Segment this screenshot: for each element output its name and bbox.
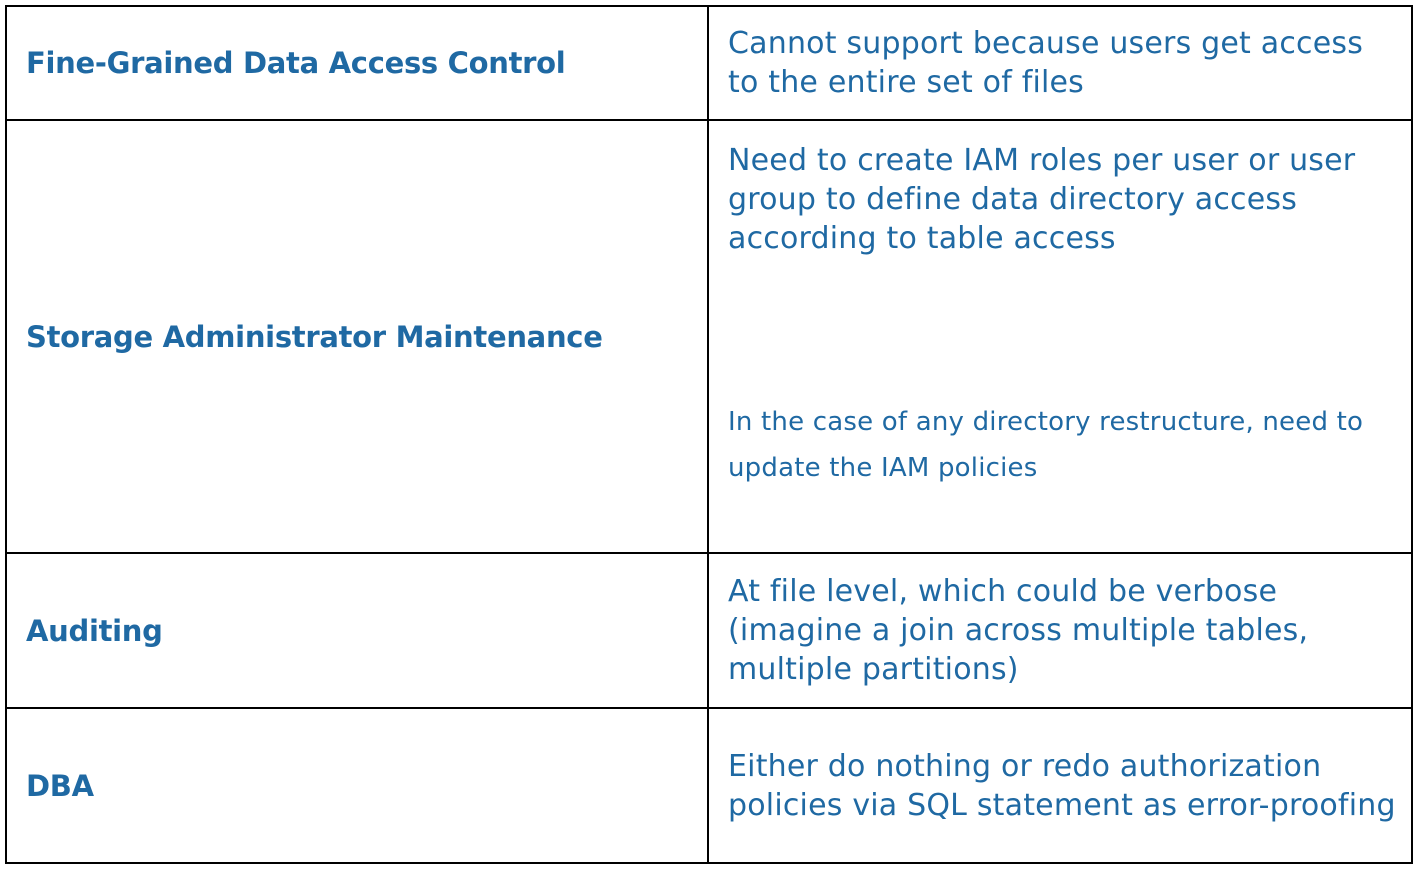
row-description: At file level, which could be verbose (imagine a join across multiple tables, multiple partitions) [728, 574, 1309, 687]
row-note: In the case of any directory restructure, need to update the IAM policies [728, 407, 1364, 483]
row-label: DBA [26, 768, 94, 803]
row-label: Storage Administrator Maintenance [26, 319, 603, 354]
comparison-table [5, 5, 1413, 864]
row-label: Fine-Grained Data Access Control [26, 46, 566, 80]
row-description-cell [708, 6, 1412, 120]
row-label: Auditing [26, 613, 163, 648]
row-label-cell [6, 708, 708, 863]
row-description: Cannot support because users get access to the entire set of files [728, 26, 1364, 100]
table-row [6, 120, 1412, 553]
row-label-cell [6, 120, 708, 553]
table-row [6, 708, 1412, 863]
row-description-cell [708, 708, 1412, 863]
row-description-cell [708, 120, 1412, 553]
row-description: Either do nothing or redo authorization policies via SQL statement as error-proofing [728, 748, 1396, 823]
row-label-cell [6, 6, 708, 120]
table-row [6, 6, 1412, 120]
row-label-cell [6, 553, 708, 708]
table-row [6, 553, 1412, 708]
row-description: Need to create IAM roles per user or user group to define data directory access according to table access [728, 143, 1356, 256]
row-description-cell [708, 553, 1412, 708]
